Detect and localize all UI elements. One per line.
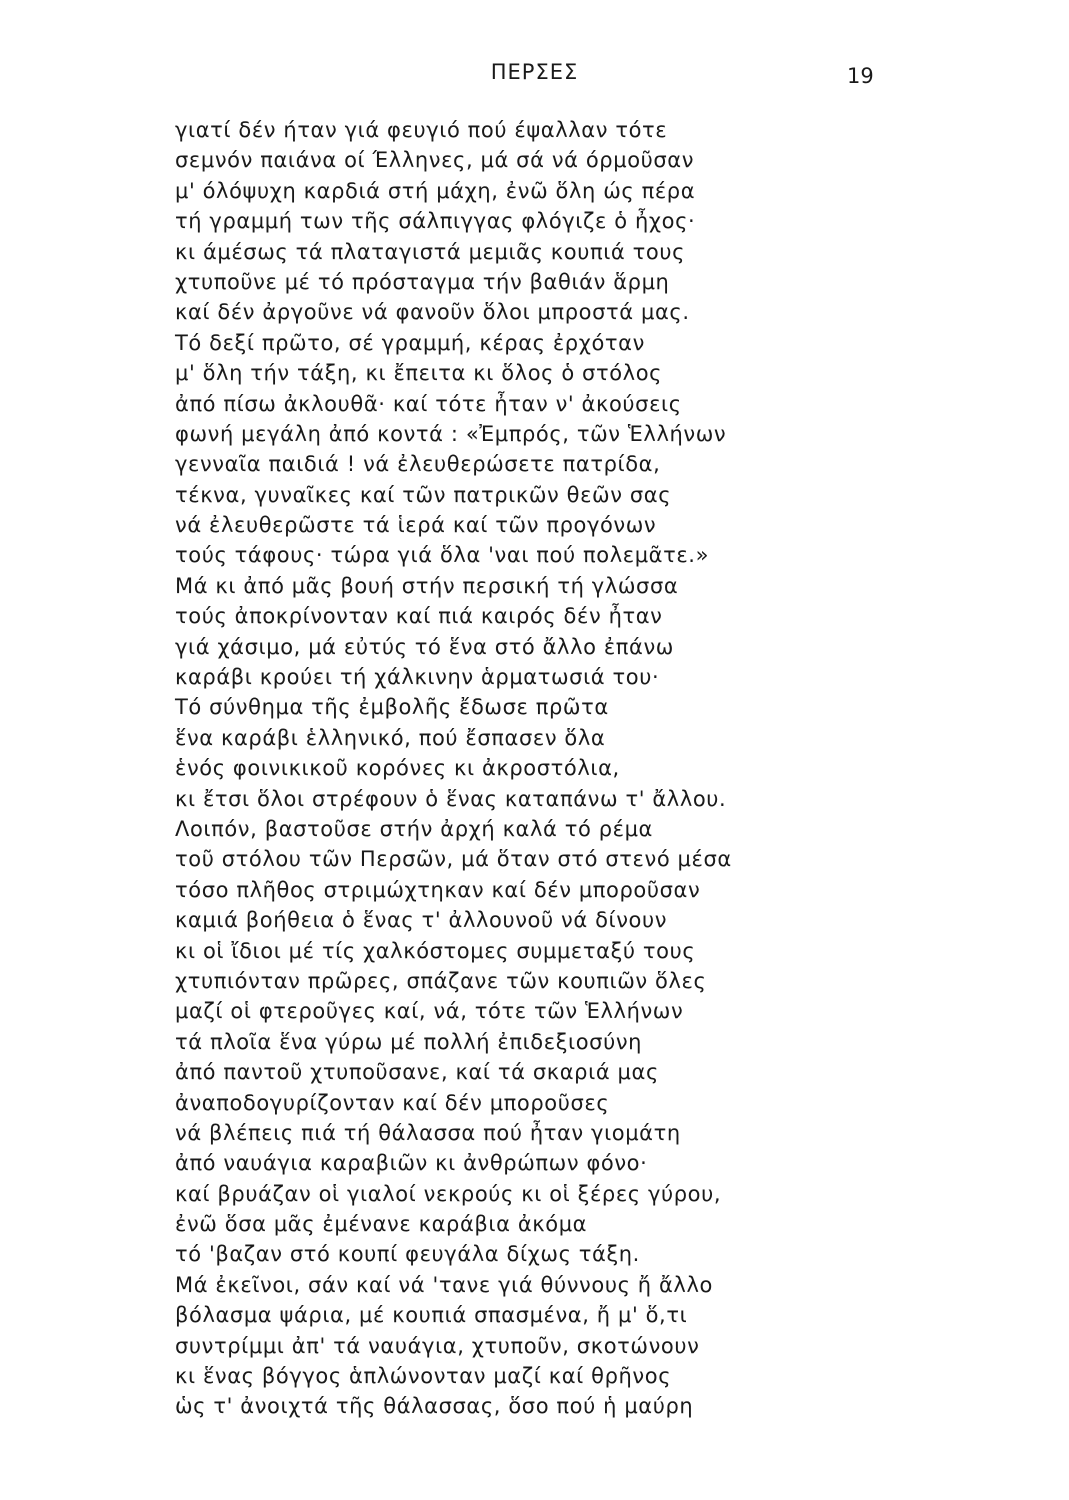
poem-line: σεμνόν παιάνα οί Έλληνες, μά σά νά όρμοῦσαν xyxy=(175,148,695,173)
poem-line: καμιά βοήθεια ὁ ἕνας τ' ἀλλουνοῦ νά δίνουν xyxy=(175,908,668,933)
poem-line: ἀπό πίσω ἀκλουθᾶ· καί τότε ἦταν ν' ἀκούσεις xyxy=(175,391,682,416)
poem-line: κι ἕνας βόγγος ἁπλώνονταν μαζί καί θρῆνος xyxy=(175,1364,672,1389)
poem-line: Τό σύνθημα τῆς ἐμβολῆς ἔδωσε πρῶτα xyxy=(175,695,609,720)
poem-line: γιατί δέν ήταν γιά φευγιό πού έψαλλαν τότε xyxy=(175,118,668,142)
poem-line: τέκνα, γυναῖκες καί τῶν πατρικῶν θεῶν σας xyxy=(175,482,672,507)
poem-line: τόσο πλῆθος στριμώχτηκαν καί δέν μποροῦσαν xyxy=(175,877,701,902)
poem-line: ἀπό ναυάγια καραβιῶν κι ἀνθρώπων φόνο· xyxy=(175,1151,648,1176)
poem-line: βόλασμα ψάρια, μέ κουπιά σπασμένα, ἤ μ' ὅ,τι xyxy=(175,1303,688,1328)
poem-line: ἀπό παντοῦ χτυποῦσανε, καί τά σκαριά μας xyxy=(175,1060,659,1085)
running-head-title: ΠΕΡΣΕΣ xyxy=(490,60,579,84)
poem-line: καράβι κρούει τή χάλκινην ἁρματωσιά του· xyxy=(175,665,660,690)
poem-line: συντρίμμι ἀπ' τά ναυάγια, χτυποῦν, σκοτώνουν xyxy=(175,1333,700,1358)
poem-line: ἀναποδογυρίζονταν καί δέν μποροῦσες xyxy=(175,1090,610,1115)
poem-line: φωνή μεγάλη ἀπό κοντά : «Ἐμπρός, τῶν Ἑλλήνων xyxy=(175,421,727,446)
poem-text xyxy=(175,115,1035,1422)
poem-line: γενναῖα παιδιά ! νά ἐλευθερώσετε πατρίδα, xyxy=(175,452,661,477)
poem-line: μ' όλόψυχη καρδιά στή μάχη, ἐνῶ ὅλη ώς πέρα xyxy=(175,178,696,203)
poem-line: Μά κι ἀπό μᾶς βουή στήν περσική τή γλώσσα xyxy=(175,573,679,598)
poem-line: γιά χάσιμο, μά εὐτύς τό ἕνα στό ἄλλο ἐπάνω xyxy=(175,634,674,659)
poem-line: καί δέν ἀργοῦνε νά φανοῦν ὅλοι μπροστά μας. xyxy=(175,300,690,325)
poem-line: μ' ὅλη τήν τάξη, κι ἔπειτα κι ὅλος ὁ στόλος xyxy=(175,361,663,386)
poem-line: τή γραμμή των τῆς σάλπιγγας φλόγιζε ὁ ἦχος· xyxy=(175,209,696,234)
poem-line: κι ἔτσι ὅλοι στρέφουν ὁ ἕνας καταπάνω τ' ἄλλου. xyxy=(175,786,727,811)
page-number: 19 xyxy=(847,64,874,88)
poem-line: χτυπιόνταν πρῶρες, σπάζανε τῶν κουπιῶν ὅλες xyxy=(175,968,707,993)
poem-line: κι άμέσως τά πλαταγιστά μεμιᾶς κουπιά τους xyxy=(175,239,686,264)
poem-line: τά πλοῖα ἕνα γύρω μέ πολλή ἐπιδεξιοσύνη xyxy=(175,1029,643,1054)
poem-line: νά βλέπεις πιά τή θάλασσα πού ἦταν γιομάτη xyxy=(175,1120,681,1145)
poem-line: τό 'βαζαν στό κουπί φευγάλα δίχως τάξη. xyxy=(175,1242,640,1267)
poem-line: τοῦ στόλου τῶν Περσῶν, μά ὅταν στό στενό μέσα xyxy=(175,847,732,872)
poem-line: Τό δεξί πρῶτο, σέ γραμμή, κέρας ἐρχόταν xyxy=(175,330,645,355)
poem-line: χτυποῦνε μέ τό πρόσταγμα τήν βαθιάν ἅρμη xyxy=(175,269,670,294)
poem-line: καί βρυάζαν οἱ γιαλοί νεκρούς κι οἱ ξέρες γύρου, xyxy=(175,1181,722,1206)
poem-line: Μά ἐκεῖνοι, σάν καί νά 'τανε γιά θύννους ἤ ἄλλο xyxy=(175,1272,713,1297)
poem-line: τούς τάφους· τώρα γιά ὅλα 'ναι πού πολεμᾶτε.» xyxy=(175,543,710,568)
poem-line: ἑνός φοινικικοῦ κορόνες κι ἀκροστόλια, xyxy=(175,756,620,781)
poem-line: τούς ἀποκρίνονταν καί πιά καιρός δέν ἦταν xyxy=(175,604,663,629)
poem-line: μαζί οἱ φτεροῦγες καί, νά, τότε τῶν Ἑλλήνων xyxy=(175,999,684,1024)
poem-line: ὡς τ' ἀνοιχτά τῆς θάλασσας, ὅσο πού ἡ μαύρη xyxy=(175,1394,694,1419)
poem-line: νά ἐλευθερῶστε τά ἱερά καί τῶν προγόνων xyxy=(175,513,657,538)
poem-line: ἐνῶ ὅσα μᾶς ἐμένανε καράβια ἀκόμα xyxy=(175,1212,588,1237)
poem-line: Λοιπόν, βαστοῦσε στήν ἀρχή καλά τό ρέμα xyxy=(175,816,653,841)
poem-line: ἕνα καράβι ἑλληνικό, πού ἔσπασεν ὅλα xyxy=(175,725,606,750)
poem-line: κι οἱ ἴδιοι μέ τίς χαλκόστομες συμμεταξύ τους xyxy=(175,938,696,963)
